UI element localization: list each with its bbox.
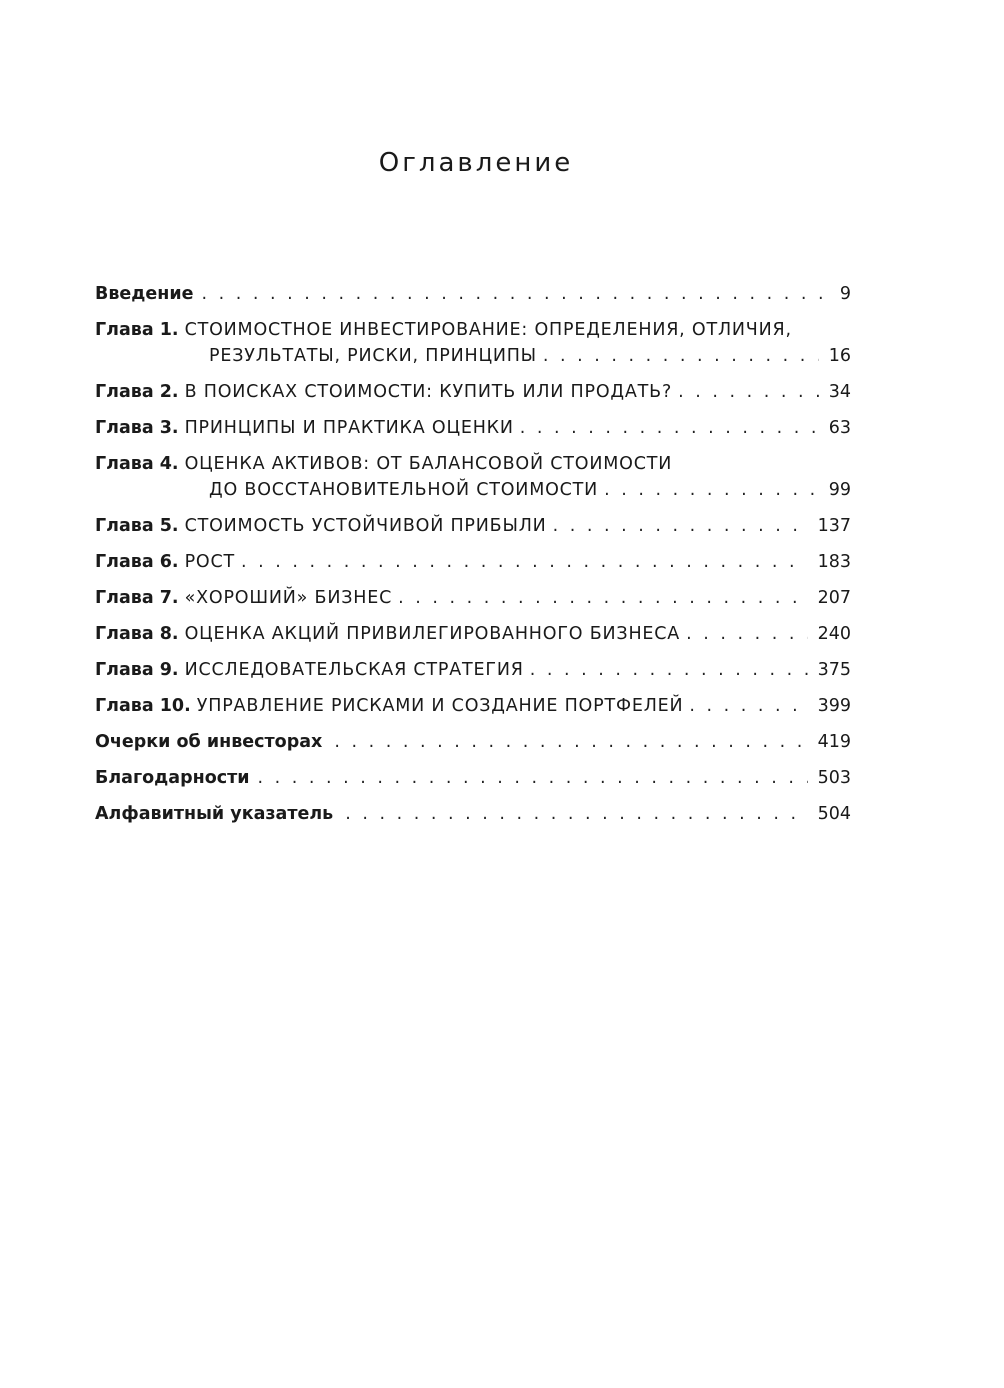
page-title: Оглавление bbox=[378, 148, 574, 178]
toc-title-line: ИССЛЕДОВАТЕЛЬСКАЯ СТРАТЕГИЯ bbox=[184, 660, 524, 680]
toc-page-number: 207 bbox=[817, 588, 851, 608]
dot-leader bbox=[530, 657, 808, 683]
dot-leader bbox=[258, 765, 808, 791]
toc-page-number: 419 bbox=[817, 732, 851, 752]
toc-title-line: СТОИМОСТЬ УСТОЙЧИВОЙ ПРИБЫЛИ bbox=[184, 516, 547, 536]
dot-leader bbox=[202, 281, 830, 307]
toc-page-number: 137 bbox=[817, 516, 851, 536]
toc-entry-chapter-7[interactable] bbox=[95, 585, 851, 611]
toc-entry-chapter-3[interactable] bbox=[95, 415, 851, 441]
toc-label: Глава 9. bbox=[95, 660, 179, 680]
toc-entry-chapter-8[interactable] bbox=[95, 621, 851, 647]
toc-title-line: В ПОИСКАХ СТОИМОСТИ: КУПИТЬ ИЛИ ПРОДАТЬ? bbox=[184, 382, 673, 402]
toc-title-line: СТОИМОСТНОЕ ИНВЕСТИРОВАНИЕ: ОПРЕДЕЛЕНИЯ, ОТЛИЧИЯ, bbox=[184, 320, 792, 340]
toc-label: Глава 5. bbox=[95, 516, 179, 536]
toc-entry-chapter-6[interactable] bbox=[95, 549, 851, 575]
toc-entry-chapter-9[interactable] bbox=[95, 657, 851, 683]
toc-page-number: 504 bbox=[817, 804, 851, 824]
toc-entry-acknowledgements[interactable] bbox=[95, 765, 851, 791]
dot-leader bbox=[334, 729, 807, 755]
toc-label: Глава 3. bbox=[95, 418, 179, 438]
toc-entry-chapter-1[interactable] bbox=[95, 317, 851, 369]
toc-page-number: 99 bbox=[828, 480, 851, 500]
toc-title-line: ДО ВОССТАНОВИТЕЛЬНОЙ СТОИМОСТИ bbox=[209, 480, 599, 500]
toc-page-number: 16 bbox=[828, 346, 851, 366]
toc-entry-chapter-5[interactable] bbox=[95, 513, 851, 539]
toc-label: Глава 1. bbox=[95, 320, 179, 340]
toc-entry-chapter-10[interactable] bbox=[95, 693, 851, 719]
toc-label: Глава 2. bbox=[95, 382, 179, 402]
dot-leader bbox=[398, 585, 808, 611]
toc-entry-chapter-4[interactable] bbox=[95, 451, 851, 503]
toc-label: Очерки об инвесторах bbox=[95, 732, 323, 752]
toc-label: Глава 10. bbox=[95, 696, 191, 716]
toc-page-number: 183 bbox=[817, 552, 851, 572]
dot-leader bbox=[553, 513, 808, 539]
dot-leader bbox=[689, 693, 807, 719]
toc-entry-index[interactable] bbox=[95, 801, 851, 827]
toc-label: Глава 6. bbox=[95, 552, 179, 572]
dot-leader bbox=[678, 379, 819, 405]
toc-title-line: «ХОРОШИЙ» БИЗНЕС bbox=[184, 588, 393, 608]
dot-leader bbox=[345, 801, 807, 827]
toc-entry-investor-essays[interactable] bbox=[95, 729, 851, 755]
dot-leader bbox=[604, 477, 819, 503]
toc-title-line: РОСТ bbox=[184, 552, 236, 572]
dot-leader bbox=[543, 343, 819, 369]
toc-label: Глава 8. bbox=[95, 624, 179, 644]
toc-title-line: ОЦЕНКА АКЦИЙ ПРИВИЛЕГИРОВАННОГО БИЗНЕСА bbox=[184, 624, 681, 644]
toc-title-line: ПРИНЦИПЫ И ПРАКТИКА ОЦЕНКИ bbox=[184, 418, 514, 438]
toc-page-number: 9 bbox=[839, 284, 851, 304]
toc-entry-chapter-2[interactable] bbox=[95, 379, 851, 405]
toc-page-number: 375 bbox=[817, 660, 851, 680]
dot-leader bbox=[520, 415, 819, 441]
toc-page-number: 399 bbox=[817, 696, 851, 716]
toc-title-line: УПРАВЛЕНИЕ РИСКАМИ И СОЗДАНИЕ ПОРТФЕЛЕЙ bbox=[196, 696, 684, 716]
toc-title-line: ОЦЕНКА АКТИВОВ: ОТ БАЛАНСОВОЙ СТОИМОСТИ bbox=[184, 454, 673, 474]
toc-entry-introduction[interactable] bbox=[95, 281, 851, 307]
toc-title-line: РЕЗУЛЬТАТЫ, РИСКИ, ПРИНЦИПЫ bbox=[209, 346, 537, 366]
dot-leader bbox=[686, 621, 808, 647]
toc-page-number: 503 bbox=[817, 768, 851, 788]
toc-label: Глава 4. bbox=[95, 454, 179, 474]
toc-label: Глава 7. bbox=[95, 588, 179, 608]
table-of-contents bbox=[95, 281, 851, 837]
toc-page-number: 63 bbox=[828, 418, 851, 438]
toc-label: Благодарности bbox=[95, 768, 250, 788]
dot-leader bbox=[241, 549, 808, 575]
toc-label: Алфавитный указатель bbox=[95, 804, 334, 824]
toc-label: Введение bbox=[95, 284, 194, 304]
toc-page-number: 240 bbox=[817, 624, 851, 644]
toc-page-number: 34 bbox=[828, 382, 851, 402]
